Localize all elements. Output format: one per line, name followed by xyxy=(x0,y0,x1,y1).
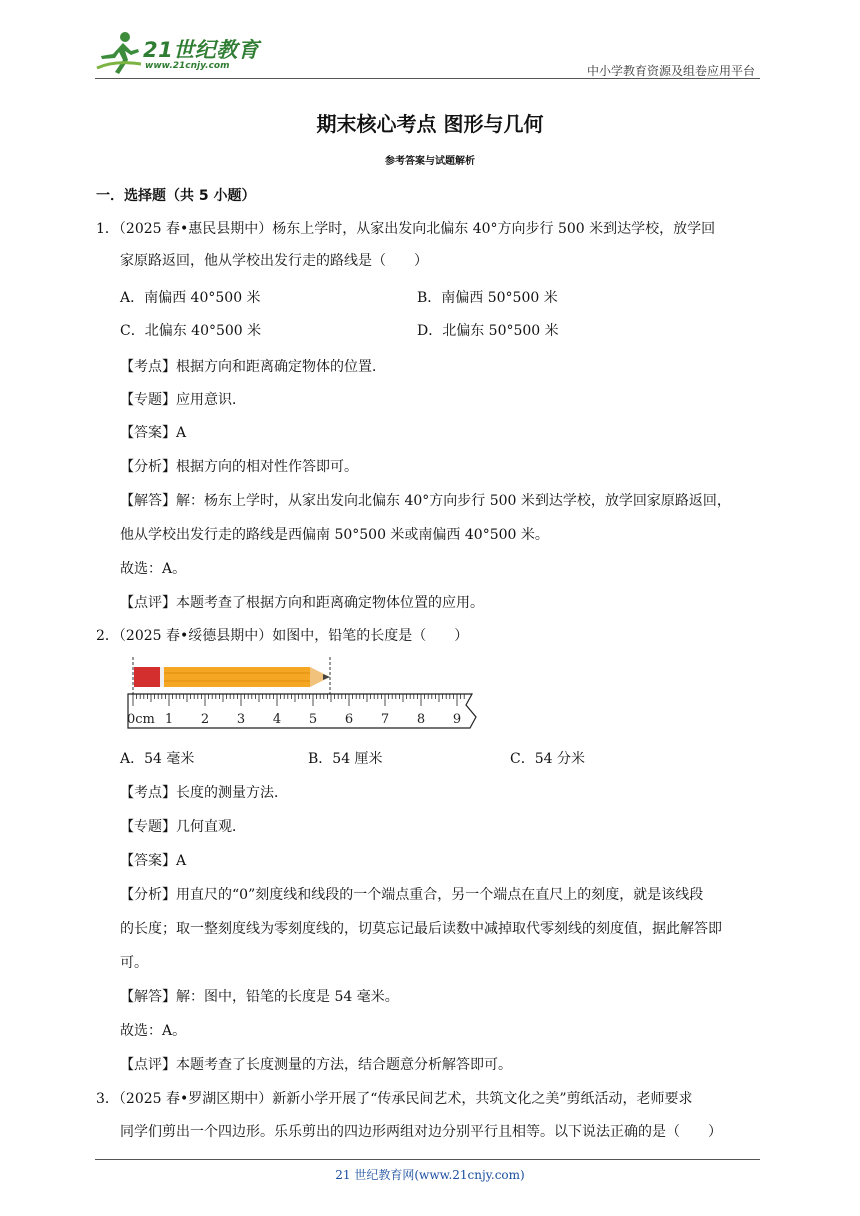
header-divider xyxy=(95,78,760,79)
pencil-ruler-figure xyxy=(120,655,480,730)
q2-comment: 【点评】本题考查了长度测量的方法，结合题意分析解答即可。 xyxy=(120,1057,512,1073)
q1-comment: 【点评】本题考查了根据方向和距离确定物体位置的应用。 xyxy=(120,595,484,611)
q2-zhuanti: 【专题】几何直观． xyxy=(120,819,246,835)
ruler-label: 3 xyxy=(236,712,246,727)
q3-stem-line1: 3．（2025 春•罗湖区期中）新新小学开展了“传承民间艺术，共筑文化之美”剪纸活动，老师要求 xyxy=(96,1091,693,1107)
platform-name: 中小学教育资源及组卷应用平台 xyxy=(586,64,755,78)
ruler-label: 1 xyxy=(164,712,174,727)
q1-choice: 故选：A。 xyxy=(120,561,187,577)
ruler-label: 5 xyxy=(308,712,318,727)
q1-solution-line1: 【解答】解：杨东上学时，从家出发向北偏东 40°方向步行 500 米到达学校，放学回家原路返回， xyxy=(120,493,731,509)
page-subtitle: 参考答案与试题解析 xyxy=(385,156,475,167)
ruler-label: 8 xyxy=(416,712,426,727)
page-title: 期末核心考点 图形与几何 xyxy=(316,112,544,136)
q2-stem: 2．（2025 春•绥德县期中）如图中，铅笔的长度是（ ） xyxy=(96,628,469,644)
q1-stem-line1: 1．（2025 春•惠民县期中）杨东上学时，从家出发向北偏东 40°方向步行 500 米到达学校，放学回 xyxy=(96,221,716,237)
q2-option-c: C．54 分米 xyxy=(510,751,585,767)
q1-solution-line2: 他从学校出发行走的路线是西偏南 50°500 米或南偏西 40°500 米。 xyxy=(120,527,549,543)
logo-text: 21世纪教育 xyxy=(143,38,260,62)
q2-option-a: A．54 毫米 xyxy=(120,751,195,767)
q2-analysis-line3: 可。 xyxy=(120,955,148,971)
q2-solution: 【解答】解：图中，铅笔的长度是 54 毫米。 xyxy=(120,989,399,1005)
section-heading: 一．选择题（共 5 小题） xyxy=(96,188,256,204)
ruler-label: 7 xyxy=(380,712,390,727)
ruler-label: 6 xyxy=(344,712,354,727)
q3-stem-line2: 同学们剪出一个四边形。乐乐剪出的四边形两组对边分别平行且相等。以下说法正确的是（ ） xyxy=(120,1124,722,1140)
q1-kaodian: 【考点】根据方向和距离确定物体的位置． xyxy=(120,359,386,375)
q2-analysis-line1: 【分析】用直尺的“0”刻度线和线段的一个端点重合，另一个端点在直尺上的刻度，就是该线段 xyxy=(120,887,704,903)
ruler-label: 2 xyxy=(200,712,210,727)
logo xyxy=(95,30,265,78)
ruler-label: 4 xyxy=(272,712,282,727)
q1-answer: 【答案】A xyxy=(120,425,187,441)
page-header xyxy=(95,30,755,80)
q2-kaodian: 【考点】长度的测量方法． xyxy=(120,785,288,801)
q2-answer: 【答案】A xyxy=(120,853,187,869)
q1-zhuanti: 【专题】应用意识． xyxy=(120,392,246,408)
logo-url: www.21cnjy.com xyxy=(145,61,230,71)
q1-option-c: C．北偏东 40°500 米 xyxy=(120,323,262,339)
q1-option-d: D．北偏东 50°500 米 xyxy=(417,323,559,339)
q2-analysis-line2: 的长度；取一整刻度线为零刻度线的，切莫忘记最后读数中减掉取代零刻线的刻度值，据此解答即 xyxy=(120,921,722,937)
q1-option-b: B．南偏西 50°500 米 xyxy=(417,290,558,306)
page-footer: 21 世纪教育网(www.21cnjy.com) xyxy=(335,1168,525,1182)
ruler-label: 0cm xyxy=(127,712,155,727)
q2-option-b: B．54 厘米 xyxy=(308,751,383,767)
pencil-eraser xyxy=(134,667,160,687)
footer-divider xyxy=(95,1159,760,1160)
q1-option-a: A．南偏西 40°500 米 xyxy=(120,290,261,306)
pencil-body xyxy=(164,667,310,687)
ruler-label: 9 xyxy=(452,712,462,727)
q2-choice: 故选：A。 xyxy=(120,1023,187,1039)
pencil-ferrule xyxy=(160,667,164,687)
q1-analysis: 【分析】根据方向的相对性作答即可。 xyxy=(120,459,358,475)
runner-logo-icon xyxy=(95,30,143,76)
q1-stem-line2: 家原路返回，他从学校出发行走的路线是（ ） xyxy=(120,253,428,269)
